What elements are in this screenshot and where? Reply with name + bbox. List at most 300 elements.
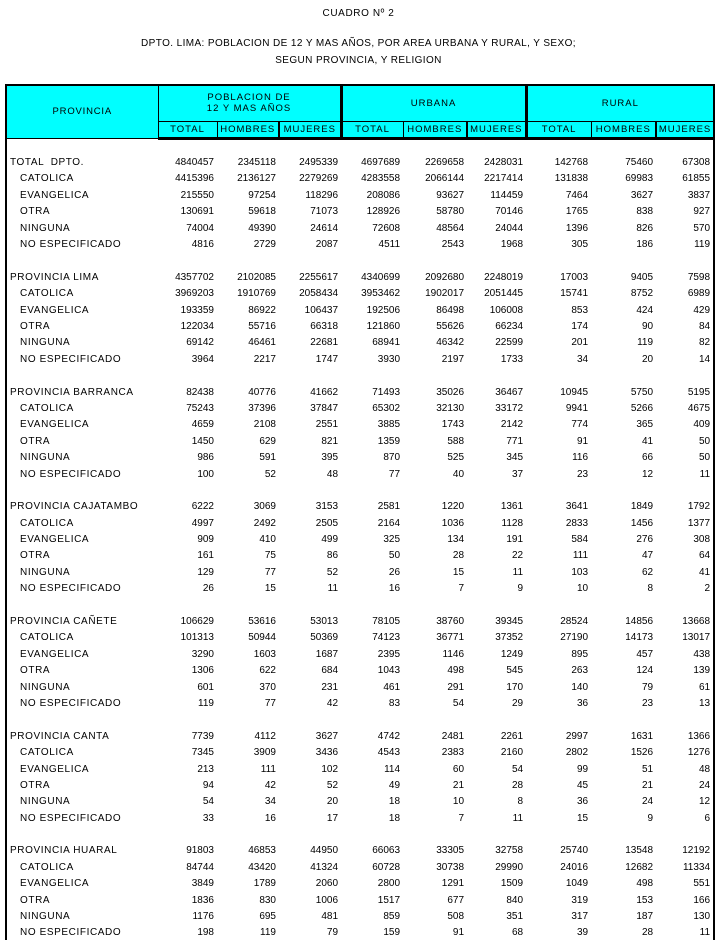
cell-value: 481 [321,911,339,923]
cell-value: 9 [647,812,654,824]
cell-value: 3849 [191,878,214,890]
cell-value: 1526 [630,747,654,759]
cell-value: 42 [264,779,276,791]
cell-value: 86498 [436,304,465,316]
cell-value: 32758 [495,845,524,857]
cell-value: 49390 [248,222,276,234]
cell-value: 15 [264,583,276,595]
cell-value: 46853 [248,845,276,857]
col-group-poblacion [158,85,341,121]
cell-value: 3964 [191,353,214,365]
cell-value: 59618 [248,206,276,218]
cell-value: 39345 [495,616,524,628]
cell-value: 1396 [565,222,589,234]
table-body [6,138,714,940]
table-row [6,564,714,580]
table-row [6,318,714,334]
row-label: CATOLICA [20,747,74,759]
cell-value: 5266 [630,402,654,414]
cell-value: 870 [383,452,401,464]
cell-value: 7739 [191,730,214,742]
table-row [6,810,714,826]
cell-value: 1220 [441,501,465,513]
cell-value: 58780 [436,206,465,218]
cell-value: 193359 [180,304,214,316]
cell-value: 14173 [625,632,654,644]
cell-value: 859 [383,911,401,923]
row-label: CATOLICA [20,173,74,185]
cell-value: 47 [641,550,654,562]
row-label: OTRA [20,665,51,677]
cell-value: 71073 [310,206,339,218]
cell-value: 370 [259,681,276,693]
cell-value: 18 [388,812,401,824]
cell-value: 37847 [310,402,339,414]
table-row [6,728,714,744]
cell-value: 106629 [180,616,214,628]
row-label: NINGUNA [20,566,71,578]
col-header-poblacion-total: TOTAL [158,121,217,138]
cell-value: 46461 [248,337,276,349]
col-header-urbana-hombres: HOMBRES [403,121,467,138]
cell-value: 365 [636,419,654,431]
cell-value: 2543 [441,239,465,251]
cell-value: 14856 [625,616,654,628]
row-label: CATOLICA [20,517,74,529]
cell-value: 3885 [377,419,401,431]
row-label: NINGUNA [20,911,71,923]
cell-value: 1450 [191,435,214,447]
cell-value: 584 [571,534,589,546]
cell-value: 1291 [441,878,465,890]
cell-value: 2051445 [484,288,524,300]
table-row [6,859,714,875]
cell-value: 166 [693,894,711,906]
table-row [6,548,714,564]
cell-value: 2279269 [299,173,339,185]
cell-value: 909 [197,534,214,546]
cell-value: 2142 [500,419,524,431]
table-row [6,335,714,351]
cell-value: 5750 [630,386,654,398]
cell-value: 201 [571,337,589,349]
cell-value: 36771 [436,632,465,644]
cell-value: 66063 [372,845,401,857]
cell-value: 10945 [560,386,589,398]
cell-value: 2481 [441,730,465,742]
cell-value: 24614 [310,222,339,234]
cell-value: 140 [571,681,589,693]
table-row [6,777,714,793]
cell-value: 3837 [687,189,711,201]
row-label: NO ESPECIFICADO [20,583,122,595]
cell-value: 305 [571,239,589,251]
cell-value: 9941 [565,402,589,414]
cell-value: 69983 [625,173,654,185]
cell-value: 78105 [372,616,401,628]
spacer-row [6,138,714,154]
cell-value: 68 [511,926,524,938]
cell-value: 74123 [372,632,401,644]
cell-value: 4697689 [361,157,401,169]
cell-value: 36 [576,697,589,709]
table-row [6,187,714,203]
cell-value: 895 [571,648,589,660]
cell-value: 17 [326,812,339,824]
cell-value: 1049 [565,878,589,890]
row-label: NO ESPECIFICADO [20,697,122,709]
cell-value: 424 [636,304,654,316]
cell-value: 20 [641,353,654,365]
cell-value: 11 [699,926,711,938]
row-label: PROVINCIA CAÑETE [10,616,118,628]
cell-value: 77 [264,566,276,578]
cell-value: 139 [693,665,711,677]
table-row [6,531,714,547]
row-label: EVANGELICA [20,534,90,546]
cell-value: 1687 [315,648,339,660]
cell-value: 130691 [180,206,214,218]
row-label: CATOLICA [20,288,74,300]
cell-value: 2492 [253,517,276,529]
table-row [6,794,714,810]
cell-value: 75243 [186,402,214,414]
spacer-row [6,482,714,498]
cell-value: 508 [447,911,465,923]
cell-value: 2058434 [299,288,339,300]
cell-value: 1765 [565,206,589,218]
cell-value: 46342 [436,337,465,349]
cell-value: 231 [321,681,339,693]
row-label: EVANGELICA [20,304,90,316]
cell-value: 1377 [687,517,711,529]
cell-value: 71493 [372,386,401,398]
table-row [6,220,714,236]
cell-value: 1146 [442,648,465,660]
cell-value: 66 [641,452,654,464]
cell-value: 622 [259,665,276,677]
cell-value: 395 [321,452,339,464]
cell-value: 2800 [377,878,401,890]
cell-value: 16 [264,812,276,824]
cell-value: 42 [326,697,339,709]
cell-value: 774 [571,419,589,431]
row-label: CATOLICA [20,861,74,873]
cell-value: 50 [388,550,401,562]
cell-value: 1789 [253,878,276,890]
cell-value: 26 [202,583,214,595]
cell-value: 601 [197,681,214,693]
cell-value: 3909 [253,747,276,759]
cell-value: 1036 [441,517,465,529]
cell-value: 41324 [310,861,339,873]
table-row [6,204,714,220]
cell-value: 317 [571,911,589,923]
cell-value: 2102085 [237,271,276,283]
cell-value: 62 [641,566,654,578]
cell-value: 22 [511,550,524,562]
cell-value: 6 [704,812,711,824]
cell-value: 50369 [310,632,339,644]
cell-value: 4415396 [175,173,214,185]
cell-value: 70146 [495,206,524,218]
cell-value: 457 [636,648,654,660]
cell-value: 94 [202,779,214,791]
cell-value: 345 [506,452,524,464]
cell-value: 191 [506,534,524,546]
cell-value: 30738 [436,861,465,873]
row-label: CATOLICA [20,632,74,644]
cell-value: 2136127 [237,173,276,185]
row-label: PROVINCIA CAJATAMBO [10,501,139,513]
cell-value: 65302 [372,402,401,414]
cell-value: 1849 [630,501,654,513]
cell-value: 34 [264,796,276,808]
cell-value: 52 [264,468,276,480]
cell-value: 21 [452,779,465,791]
cell-value: 2087 [315,239,339,251]
cell-value: 1902017 [425,288,465,300]
cell-value: 122034 [180,320,214,332]
cell-value: 438 [693,648,711,660]
cell-value: 9 [517,583,524,595]
cell-value: 53616 [248,616,276,628]
cell-value: 45 [576,779,589,791]
row-label: PROVINCIA HUARAL [10,845,118,857]
cell-value: 84 [698,320,711,332]
cell-value: 2997 [565,730,589,742]
cell-value: 2217 [253,353,276,365]
cell-value: 40776 [248,386,276,398]
cell-value: 130 [693,911,711,923]
row-label: EVANGELICA [20,878,90,890]
cell-value: 2802 [565,747,589,759]
cell-value: 102 [321,763,339,775]
table-row [6,433,714,449]
cell-value: 68941 [372,337,401,349]
cell-value: 48564 [436,222,465,234]
cell-value: 91 [576,435,589,447]
cell-value: 461 [383,681,401,693]
cell-value: 208086 [366,189,401,201]
cell-value: 79 [326,926,339,938]
cell-value: 28524 [560,616,589,628]
cell-value: 54 [202,796,214,808]
table-row [6,761,714,777]
cell-value: 170 [506,681,524,693]
cell-value: 2269658 [425,157,465,169]
cell-value: 11 [512,566,524,578]
cell-value: 1910769 [237,288,276,300]
cell-value: 1361 [500,501,524,513]
cell-value: 100 [197,468,214,480]
table-row [6,695,714,711]
cell-value: 26 [388,566,401,578]
cell-value: 142768 [554,157,589,169]
cell-value: 10 [576,583,589,595]
cell-value: 499 [321,534,339,546]
cell-value: 4816 [191,239,214,251]
table-row [6,843,714,859]
cell-value: 24016 [560,861,589,873]
subtitle-line2: SEGUN PROVINCIA, Y RELIGION [275,55,442,66]
cell-value: 43420 [248,861,276,873]
cell-value: 159 [383,926,401,938]
cell-value: 498 [447,665,465,677]
cell-value: 1359 [377,435,401,447]
cell-value: 4840457 [175,157,214,169]
table-row [6,269,714,285]
table-row [6,679,714,695]
row-label: NINGUNA [20,452,71,464]
cell-value: 3627 [630,189,654,201]
cell-value: 119 [260,926,276,938]
cell-value: 33 [202,812,214,824]
cell-value: 118296 [305,189,339,201]
table-row [6,515,714,531]
cell-value: 1968 [500,239,524,251]
cell-value: 291 [447,681,465,693]
table-row [6,302,714,318]
row-label: OTRA [20,206,51,218]
cell-value: 27190 [560,632,589,644]
table-row [6,744,714,760]
table-row [6,466,714,482]
cell-value: 5195 [687,386,711,398]
cell-value: 15 [452,566,465,578]
cell-value: 2551 [315,419,339,431]
cell-value: 11 [699,468,711,480]
cell-value: 36467 [495,386,524,398]
cell-value: 1792 [687,501,711,513]
cell-value: 114 [384,763,401,775]
row-label: NO ESPECIFICADO [20,468,122,480]
cell-value: 64 [698,550,711,562]
table-row [6,236,714,252]
cell-value: 29990 [495,861,524,873]
row-label: NO ESPECIFICADO [20,353,122,365]
cell-value: 4742 [377,730,401,742]
cell-value: 25740 [560,845,589,857]
cell-value: 28 [452,550,465,562]
cell-value: 21 [641,779,654,791]
row-label: CATOLICA [20,402,74,414]
col-header-rural-mujeres: MUJERES [656,121,714,138]
col-header-rural-hombres: HOMBRES [591,121,656,138]
cell-value: 116 [572,452,589,464]
cell-value: 4997 [191,517,214,529]
cell-value: 2160 [500,747,524,759]
cell-value: 33172 [495,402,524,414]
cell-value: 50 [698,435,711,447]
cell-value: 55716 [248,320,276,332]
cell-value: 54 [452,697,465,709]
cell-value: 49 [388,779,401,791]
row-label: NO ESPECIFICADO [20,812,122,824]
cell-value: 18 [388,796,401,808]
cell-value: 61 [698,681,711,693]
row-label: EVANGELICA [20,648,90,660]
col-header-urbana-mujeres: MUJERES [467,121,526,138]
cell-value: 52 [326,779,339,791]
cell-value: 119 [637,337,654,349]
cell-value: 86 [326,550,339,562]
cell-value: 119 [198,697,214,709]
cell-value: 1743 [441,419,465,431]
cell-value: 6989 [687,288,711,300]
cell-value: 9405 [630,271,654,283]
cell-value: 1043 [377,665,401,677]
cell-value: 83 [388,697,401,709]
spacer-row [6,367,714,383]
cell-value: 40 [452,468,465,480]
spacer-row [6,826,714,842]
cell-value: 79 [641,681,654,693]
cell-value: 66318 [310,320,339,332]
cell-value: 129 [197,566,214,578]
cell-value: 77 [264,697,276,709]
cell-value: 44950 [310,845,339,857]
table-row [6,499,714,515]
col-group-poblacion-line2: 12 Y MAS AÑOS [206,103,292,115]
cell-value: 20 [326,796,339,808]
cell-value: 84744 [186,861,214,873]
cell-value: 1366 [687,730,711,742]
cell-value: 61855 [682,173,711,185]
cell-value: 4543 [377,747,401,759]
cell-value: 2505 [315,517,339,529]
cell-value: 4659 [191,419,214,431]
cell-value: 48 [698,763,711,775]
cell-value: 8 [517,796,524,808]
cell-value: 213 [197,763,214,775]
cell-value: 1836 [191,894,214,906]
cell-value: 2108 [253,419,276,431]
cell-value: 41 [641,435,654,447]
cell-value: 119 [694,239,711,251]
cell-value: 12192 [682,845,711,857]
cell-value: 55626 [436,320,465,332]
page-title: CUADRO Nº 2 [322,8,395,19]
cell-value: 1006 [315,894,339,906]
cell-value: 429 [693,304,711,316]
table-row [6,400,714,416]
cell-value: 2383 [441,747,465,759]
table-row [6,581,714,597]
spacer-row [6,253,714,269]
cell-value: 121860 [366,320,401,332]
cell-value: 588 [447,435,465,447]
row-label: PROVINCIA BARRANCA [10,386,134,398]
cell-value: 8 [647,583,654,595]
table-row [6,449,714,465]
cell-value: 3969203 [175,288,214,300]
cell-value: 498 [636,878,654,890]
cell-value: 2197 [441,353,465,365]
cell-value: 29 [511,697,524,709]
cell-value: 75 [264,550,276,562]
cell-value: 124 [636,665,654,677]
cell-value: 1509 [500,878,524,890]
cell-value: 153 [636,894,654,906]
cell-value: 2092680 [425,271,465,283]
cell-value: 37352 [495,632,524,644]
cell-value: 6222 [191,501,214,513]
cell-value: 545 [506,665,524,677]
cell-value: 325 [383,534,401,546]
cell-value: 3953462 [361,288,401,300]
cell-value: 3436 [315,747,339,759]
